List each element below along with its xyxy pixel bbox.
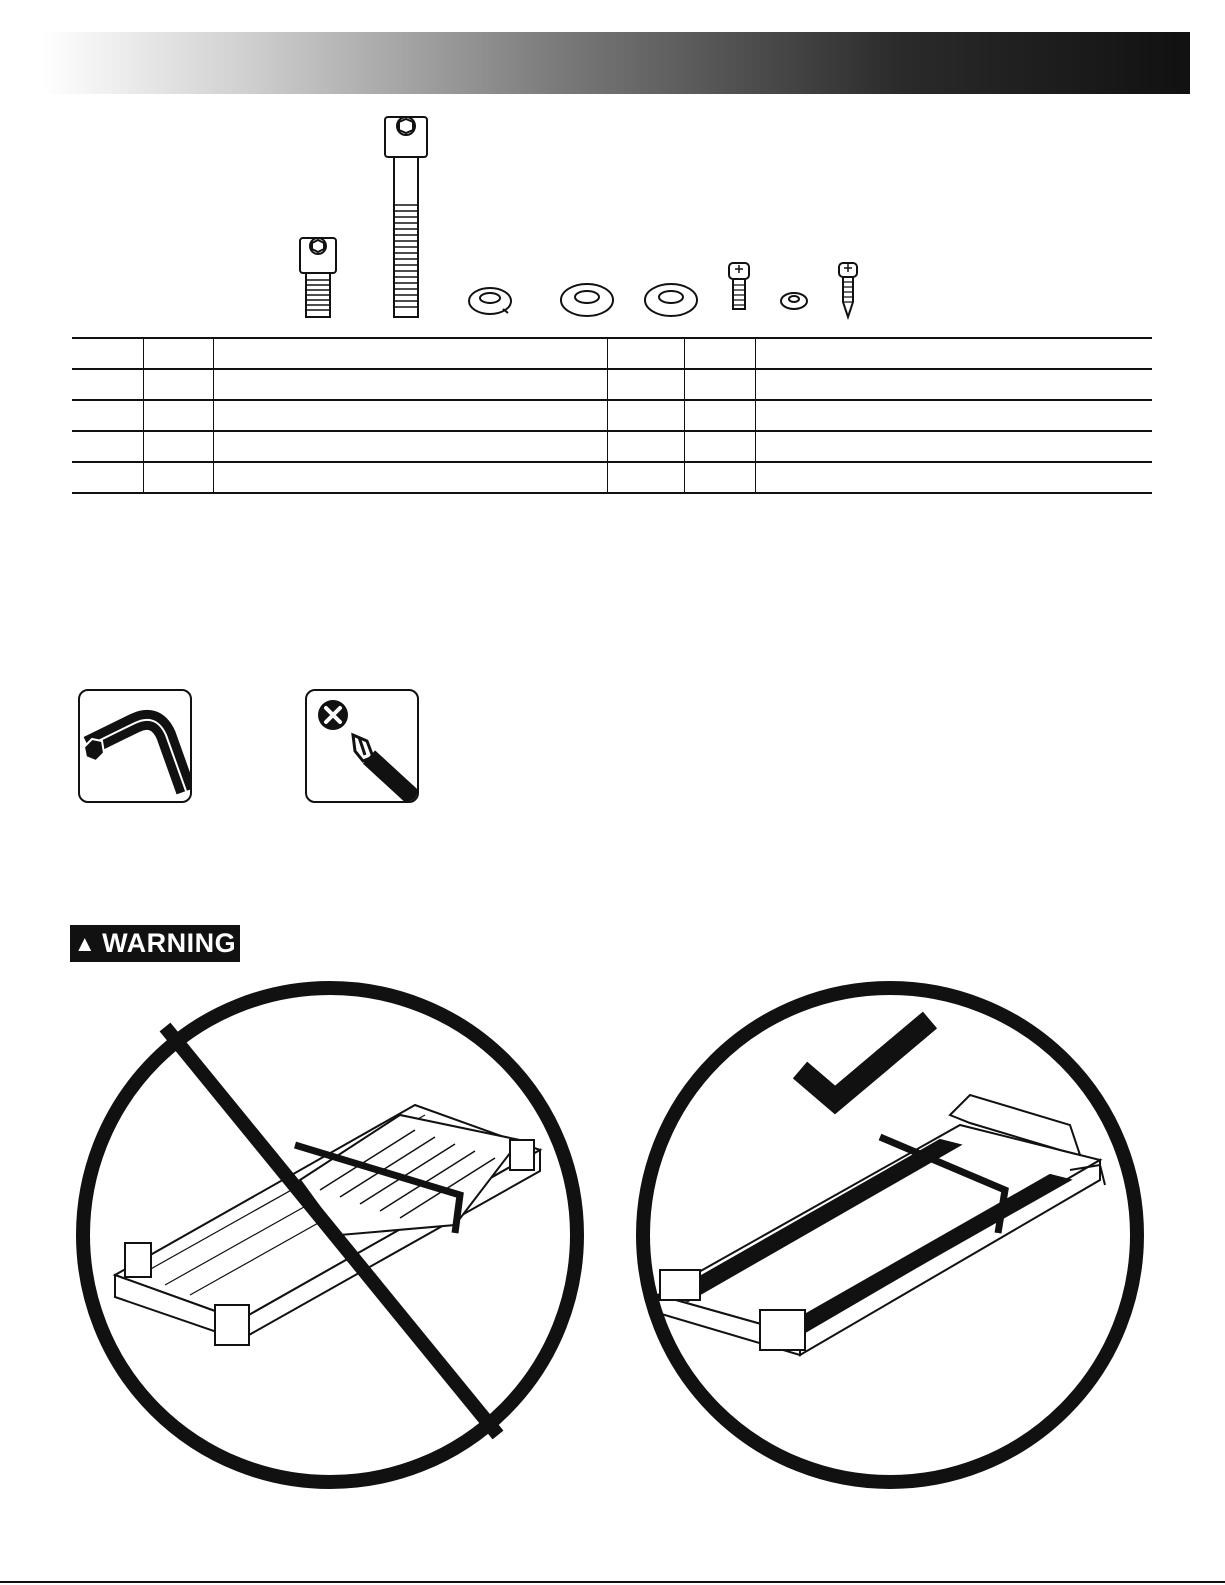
table-row (72, 462, 1152, 493)
table-cell (213, 338, 607, 369)
table-cell (72, 338, 143, 369)
table-cell (143, 400, 213, 431)
table-cell (143, 431, 213, 462)
checkmark-icon (800, 1020, 930, 1100)
hardware-illustrations (0, 0, 1225, 330)
table-cell (213, 369, 607, 400)
table-cell (607, 462, 684, 493)
table-cell (684, 369, 755, 400)
split-lock-washer-icon (469, 288, 511, 314)
table-cell (607, 400, 684, 431)
table-cell (213, 431, 607, 462)
table-cell (213, 400, 607, 431)
phillips-screw-icon (729, 263, 749, 309)
table-row (72, 431, 1152, 462)
table-cell (607, 431, 684, 462)
table-row (72, 369, 1152, 400)
table-row (72, 338, 1152, 369)
parts-table (72, 337, 1152, 494)
socket-head-bolt-short-icon (300, 238, 336, 317)
table-cell (72, 400, 143, 431)
warning-badge (70, 925, 240, 962)
flat-washer-icon (561, 284, 613, 316)
flat-washer-icon (645, 284, 697, 316)
socket-head-bolt-long-icon (385, 117, 427, 317)
table-cell (755, 338, 1152, 369)
table-cell (213, 462, 607, 493)
table-cell (684, 338, 755, 369)
table-cell (72, 462, 143, 493)
table-cell (143, 369, 213, 400)
treadmill-unfolded-drawing (658, 1095, 1105, 1355)
table-cell (755, 462, 1152, 493)
table-cell (72, 369, 143, 400)
warning-label: WARNING (102, 928, 237, 958)
table-row (72, 400, 1152, 431)
table-cell (72, 431, 143, 462)
table-cell (143, 462, 213, 493)
table-cell (143, 338, 213, 369)
phillips-screwdriver-icon (307, 691, 417, 801)
table-cell (755, 431, 1152, 462)
table-cell (607, 369, 684, 400)
table-cell (755, 400, 1152, 431)
small-washer-icon (781, 293, 807, 309)
phillips-screwdriver-tool (305, 689, 419, 803)
warning-triangle-icon: ▲ (73, 930, 97, 956)
incorrect-transport-illustration (70, 975, 590, 1495)
allen-wrench-icon (80, 691, 190, 801)
tapping-screw-icon (839, 263, 857, 317)
table-cell (684, 431, 755, 462)
table-cell (607, 338, 684, 369)
table-cell (755, 369, 1152, 400)
allen-wrench-tool (78, 689, 192, 803)
bottom-rule (0, 1581, 1225, 1583)
table-cell (684, 400, 755, 431)
table-cell (684, 462, 755, 493)
correct-transport-illustration (630, 975, 1150, 1495)
